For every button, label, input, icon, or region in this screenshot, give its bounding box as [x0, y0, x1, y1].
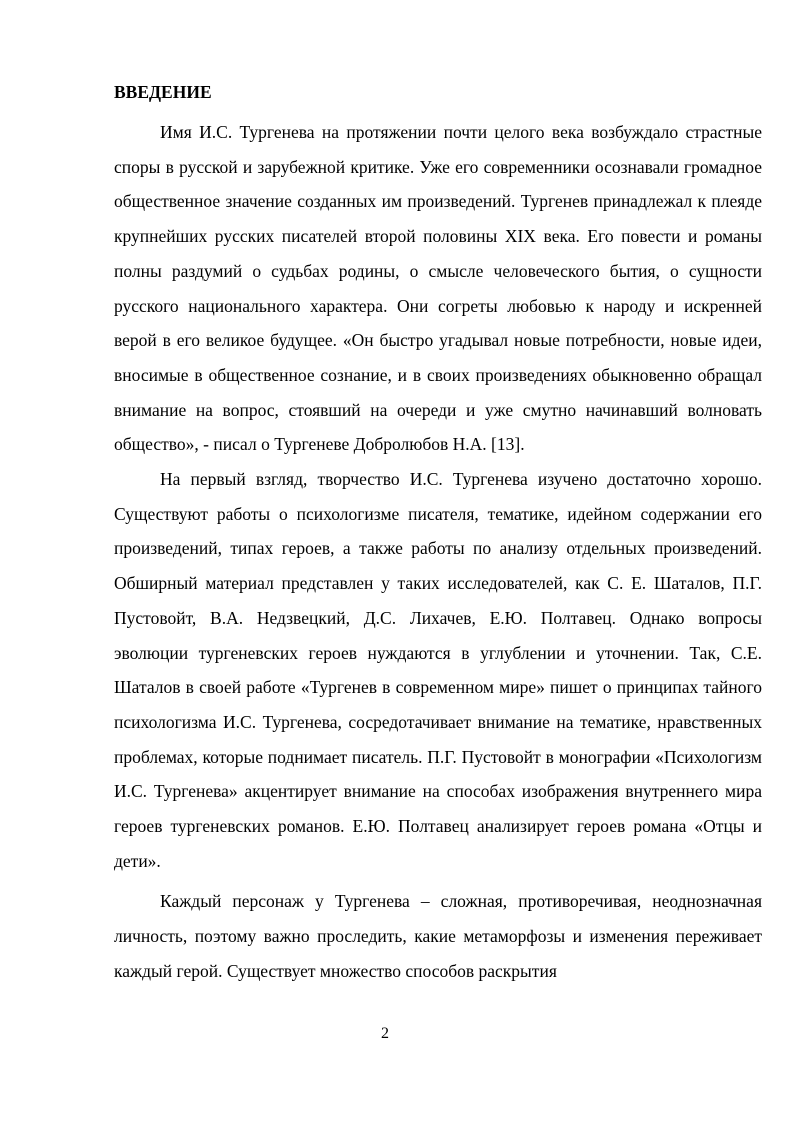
paragraph-3: Каждый персонаж у Тургенева – сложная, противоречивая, неоднозначная личность, поэтому важно проследить, какие метаморфозы и изменения переживает каждый герой. Существует множество способов раскрытия: [114, 891, 762, 981]
page-number: 2: [381, 1025, 389, 1042]
paragraph-2: На первый взгляд, творчество И.С. Тургенева изучено достаточно хорошо. Существуют работы о психологизме писателя, тематике, идейном содержании его произведений, типах героев, а также работы по анализу отдельных произведений. Обширный материал представлен у таких исследователей, как С. Е. Шаталов, П.Г. Пустовойт, В.А. Недзвецкий, Д.С. Лихачев, Е.Ю. Полтавец. Однако вопросы эволюции тургеневских героев нуждаются в углублении и уточнении. Так, С.Е. Шаталов в своей работе «Тургенев в современном мире» пишет о принципах тайного психологизма И.С. Тургенева, сосредотачивает внимание на тематике, нравственных проблемах, которые поднимает писатель. П.Г. Пустовойт в монографии «Психологизм И.С. Тургенева» акцентирует внимание на способах изображения внутреннего мира героев тургеневских романов. Е.Ю. Полтавец анализирует героев романа «Отцы и дети».: [114, 469, 762, 871]
paragraph-1: Имя И.С. Тургенева на протяжении почти целого века возбуждало страстные споры в русской и зарубежной критике. Уже его современники осознавали громадное общественное значение созданных им произведений. Тургенев принадлежал к плеяде крупнейших русских писателей второй половины XIX века. Его повести и романы полны раздумий о судьбах родины, о смысле человеческого бытия, о сущности русского национального характера. Они согреты любовью к народу и искренней верой в его великое будущее. «Он быстро угадывал новые потребности, новые идеи, вносимые в общественное сознание, и в своих произведениях обыкновенно обращал внимание на вопрос, стоявший на очереди и уже смутно начинавший волновать общество», - писал о Тургеневе Добролюбов Н.А. [13].: [114, 122, 762, 455]
section-heading: ВВЕДЕНИЕ: [114, 82, 212, 102]
page-content: [114, 80, 762, 989]
